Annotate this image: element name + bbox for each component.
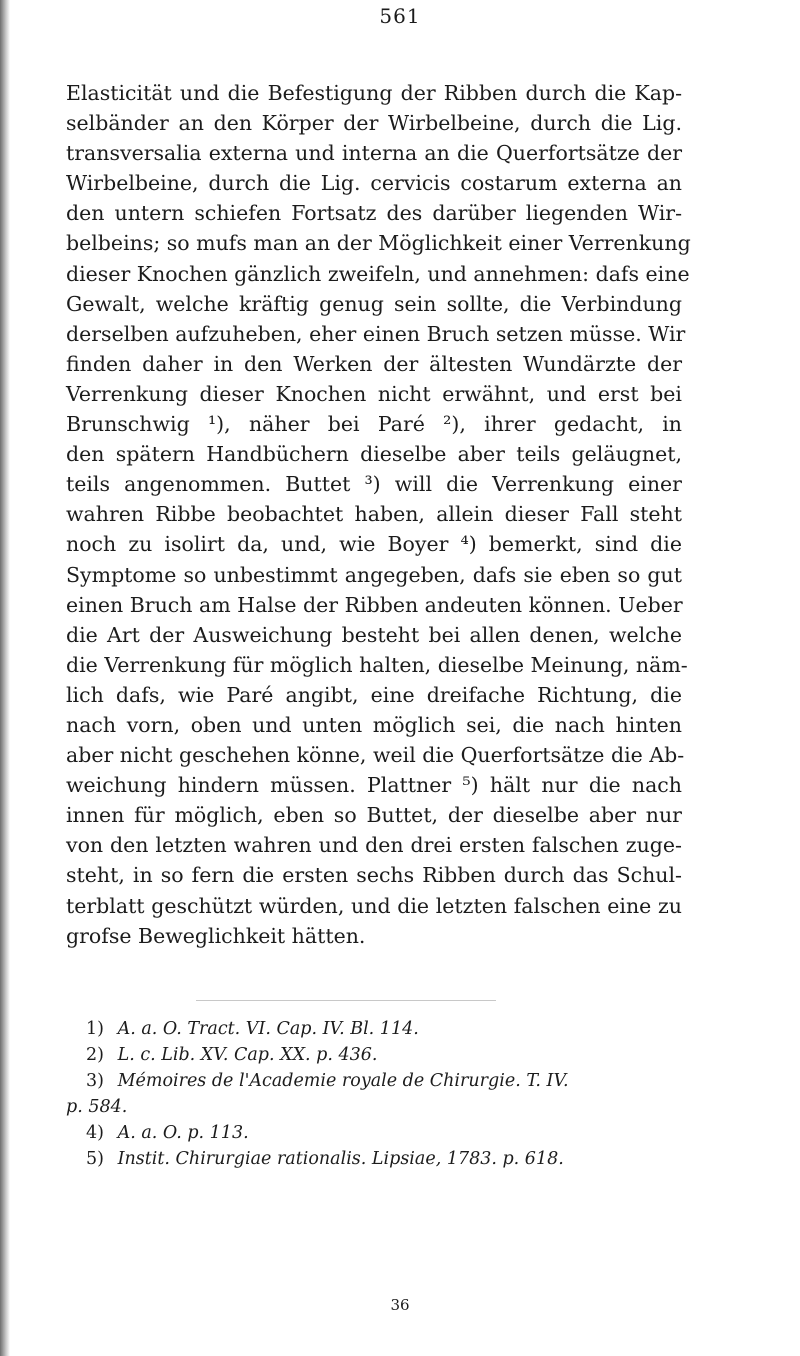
text-line: noch zu isolirt da, und, wie Boyer ⁴) bemerkt, sind die bbox=[66, 532, 682, 557]
footnote-number: 4) bbox=[86, 1123, 104, 1143]
footnote bbox=[66, 1016, 696, 1042]
text-line: Gewalt, welche kräftig genug sein sollte, die Verbindung bbox=[66, 291, 682, 316]
footnote-number: 5) bbox=[86, 1149, 104, 1169]
text-line: die Verrenkung für möglich halten, dieselbe Meinung, näm- bbox=[66, 652, 688, 677]
text-line: terblatt geschützt würden, und die letzten falschen eine zu bbox=[66, 893, 682, 918]
text-line: steht, in so fern die ersten sechs Ribben durch das Schul- bbox=[66, 863, 682, 888]
text-line: den untern schiefen Fortsatz des darüber liegenden Wir- bbox=[66, 201, 682, 226]
footnote-text: A. a. O. Tract. VI. Cap. IV. Bl. 114. bbox=[117, 1019, 419, 1039]
footnote bbox=[66, 1042, 696, 1068]
footnote-text: A. a. O. p. 113. bbox=[117, 1123, 249, 1143]
footnote-number: 2) bbox=[86, 1045, 104, 1065]
footnote-divider bbox=[196, 1000, 496, 1001]
page-number: 561 bbox=[379, 4, 421, 28]
text-line: Wirbelbeine, durch die Lig. cervicis costarum externa an bbox=[66, 171, 682, 196]
text-line: den spätern Handbüchern dieselbe aber teils geläugnet, bbox=[66, 442, 682, 467]
text-line: belbeins; so mufs man an der Möglichkeit einer Verrenkung bbox=[66, 231, 691, 256]
text-line: finden daher in den Werken der ältesten Wundärzte der bbox=[66, 351, 682, 376]
text-line: innen für möglich, eben so Buttet, der dieselbe aber nur bbox=[66, 803, 682, 828]
footnote-text: p. 584. bbox=[66, 1097, 128, 1117]
body-text bbox=[66, 78, 691, 951]
page-spine-shadow bbox=[0, 0, 10, 1356]
text-line: Verrenkung dieser Knochen nicht erwähnt, und erst bei bbox=[66, 381, 682, 406]
text-line: wahren Ribbe beobachtet haben, allein dieser Fall steht bbox=[66, 502, 682, 527]
footnote-text: Mémoires de l'Academie royale de Chirurgie. T. IV. bbox=[117, 1071, 569, 1091]
text-line: lich dafs, wie Paré angibt, eine dreifache Richtung, die bbox=[66, 682, 682, 707]
text-line: dieser Knochen gänzlich zweifeln, und annehmen: dafs eine bbox=[66, 261, 690, 286]
text-line: die Art der Ausweichung besteht bei allen denen, welche bbox=[66, 622, 682, 647]
text-line: grofse Beweglichkeit hätten. bbox=[66, 923, 366, 948]
footnote-text: Instit. Chirurgiae rationalis. Lipsiae, 1783. p. 618. bbox=[117, 1149, 564, 1169]
text-line: von den letzten wahren und den drei ersten falschen zuge- bbox=[66, 833, 682, 858]
footnotes bbox=[66, 1016, 696, 1172]
footnote-number: 1) bbox=[86, 1019, 104, 1039]
footnote bbox=[66, 1120, 696, 1146]
text-line: weichung hindern müssen. Plattner ⁵) hält nur die nach bbox=[66, 773, 682, 798]
footnote-text: L. c. Lib. XV. Cap. XX. p. 436. bbox=[117, 1045, 378, 1065]
text-line: nach vorn, oben und unten möglich sei, die nach hinten bbox=[66, 712, 682, 737]
footnote-continuation bbox=[66, 1094, 696, 1120]
footnote-number: 3) bbox=[86, 1071, 104, 1091]
text-line: Brunschwig ¹), näher bei Paré ²), ihrer gedacht, in bbox=[66, 412, 682, 437]
text-line: einen Bruch am Halse der Ribben andeuten können. Ueber bbox=[66, 592, 683, 617]
text-line: derselben aufzuheben, eher einen Bruch setzen müsse. Wir bbox=[66, 321, 686, 346]
text-line: aber nicht geschehen könne, weil die Querfortsätze die Ab- bbox=[66, 743, 685, 768]
text-line: Symptome so unbestimmt angegeben, dafs sie eben so gut bbox=[66, 562, 682, 587]
signature-mark: 36 bbox=[390, 1296, 410, 1314]
footnote bbox=[66, 1068, 696, 1094]
text-line: teils angenommen. Buttet ³) will die Verrenkung einer bbox=[66, 472, 682, 497]
text-line: transversalia externa und interna an die Querfortsätze der bbox=[66, 141, 682, 166]
text-line: Elasticität und die Befestigung der Ribben durch die Kap- bbox=[66, 81, 682, 105]
footnote bbox=[66, 1146, 696, 1172]
text-line: selbänder an den Körper der Wirbelbeine, durch die Lig. bbox=[66, 111, 682, 136]
